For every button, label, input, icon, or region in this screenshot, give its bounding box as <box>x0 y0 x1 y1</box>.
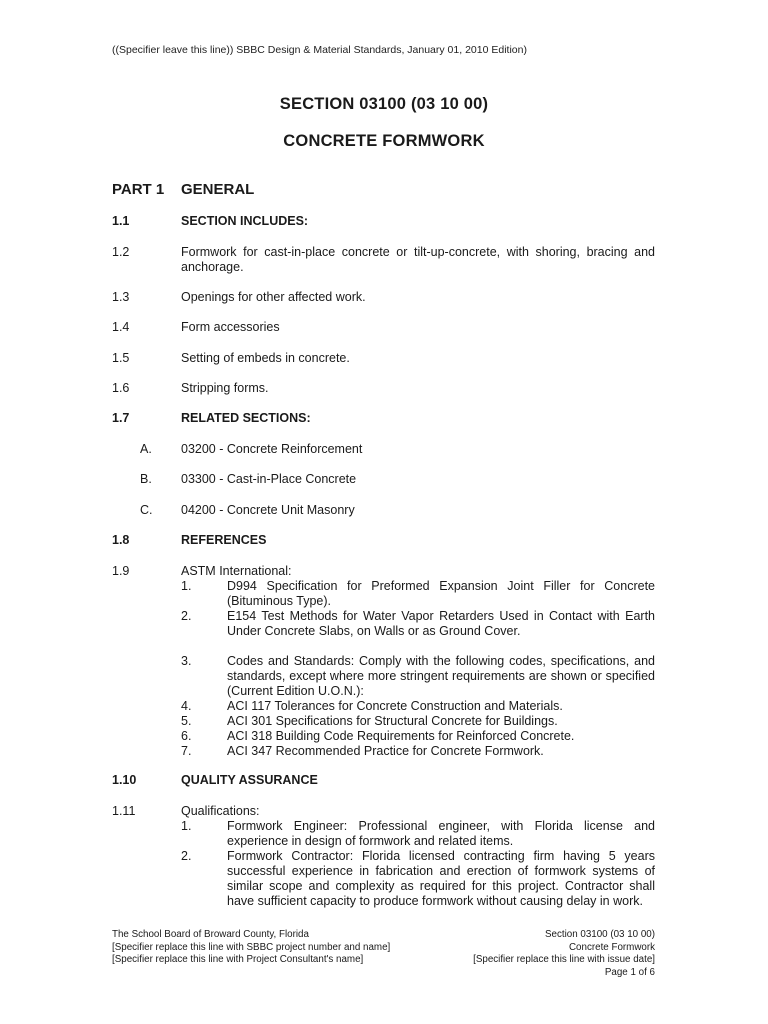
item-number: 1.8 <box>112 533 130 547</box>
header-note: ((Specifier leave this line)) SBBC Design & Material Standards, January 01, 2010 Edition) <box>112 44 527 56</box>
list-item-text: ACI 301 Specifications for Structural Concrete for Buildings. <box>227 714 558 728</box>
list-item <box>181 579 655 609</box>
footer-right <box>473 929 655 979</box>
list-item-text: E154 Test Methods for Water Vapor Retarders Used in Contact with Earth Under Concrete Slabs, on Walls or as Ground Cover. <box>227 609 655 638</box>
item-number: 1.5 <box>112 351 130 365</box>
footer-consultant-placeholder: [Specifier replace this line with Project Consultant's name] <box>112 954 364 965</box>
list-item-number: 6. <box>181 729 192 743</box>
item-number: 1.6 <box>112 381 130 395</box>
list-item <box>181 849 655 909</box>
list-item-text: ACI 347 Recommended Practice for Concrete Formwork. <box>227 744 544 758</box>
footer-project-placeholder: [Specifier replace this line with SBBC project number and name] <box>112 941 391 953</box>
part-heading <box>112 181 255 198</box>
item-number: 1.1 <box>112 214 130 228</box>
item-text: 04200 - Concrete Unit Masonry <box>181 503 355 517</box>
item-text: Form accessories <box>181 320 280 334</box>
footer-section-name: Concrete Formwork <box>568 941 655 953</box>
list-item-number: 3. <box>181 654 192 668</box>
list-item-text: ACI 117 Tolerances for Concrete Construction and Materials. <box>227 699 563 713</box>
qualifications-list <box>181 819 655 909</box>
list-item <box>181 744 655 759</box>
item-number: 1.7 <box>112 411 130 425</box>
item-text: Openings for other affected work. <box>181 290 366 304</box>
page-number: Page 1 of 6 <box>604 966 655 978</box>
item-text: Qualifications: <box>181 804 260 818</box>
item-text: RELATED SECTIONS: <box>181 411 311 425</box>
list-item <box>181 714 655 729</box>
list-item <box>181 699 655 714</box>
item-text: REFERENCES <box>181 533 267 547</box>
item-letter: C. <box>140 503 153 517</box>
list-item-text: Formwork Contractor: Florida licensed contracting firm having 5 years successful experience in fabrication and erection of formwork systems of similar scope and complexity as required for this project. Contractor shall have sufficient capacity to produce formwork without causing delay in work. <box>227 849 655 908</box>
list-item-number: 2. <box>181 849 192 863</box>
item-letter: A. <box>140 442 152 456</box>
footer-section-number: Section 03100 (03 10 00) <box>544 929 655 940</box>
list-item-number: 7. <box>181 744 192 758</box>
item-text: 03200 - Concrete Reinforcement <box>181 442 363 456</box>
item-text: Stripping forms. <box>181 381 269 395</box>
item-text: Formwork for cast-in-place concrete or tilt-up-concrete, with shoring, bracing and anchorage. <box>181 245 655 274</box>
list-item-text: D994 Specification for Preformed Expansion Joint Filler for Concrete (Bituminous Type). <box>227 579 655 608</box>
list-item <box>181 609 655 639</box>
list-item-text: Formwork Engineer: Professional engineer, with Florida license and experience in design of formwork and related items. <box>227 819 655 848</box>
item-text: SECTION INCLUDES: <box>181 214 309 228</box>
part-title: GENERAL <box>181 181 255 198</box>
list-item-number: 1. <box>181 579 192 593</box>
item-text: 03300 - Cast-in-Place Concrete <box>181 472 357 486</box>
list-item-number: 1. <box>181 819 192 833</box>
list-item-number: 4. <box>181 699 192 713</box>
list-item-text: Codes and Standards: Comply with the following codes, specifications, and standards, except where more stringent requirements are shown or specified (Current Edition U.O.N.): <box>227 654 655 698</box>
footer-school-board: The School Board of Broward County, Florida <box>112 929 309 940</box>
list-item-number: 5. <box>181 714 192 728</box>
item-text: QUALITY ASSURANCE <box>181 773 318 787</box>
item-number: 1.11 <box>112 804 136 818</box>
footer-left <box>112 929 390 967</box>
list-item-text: ACI 318 Building Code Requirements for Reinforced Concrete. <box>227 729 575 743</box>
section-title: SECTION 03100 (03 10 00) <box>279 95 489 113</box>
part-number: PART 1 <box>112 181 165 198</box>
list-item-number: 2. <box>181 609 192 623</box>
item-letter: B. <box>140 472 152 486</box>
astm-reference-list <box>181 579 655 759</box>
item-number: 1.3 <box>112 290 130 304</box>
list-item <box>181 654 655 699</box>
item-text: ASTM International: <box>181 564 292 578</box>
item-number: 1.4 <box>112 320 130 334</box>
item-number: 1.10 <box>112 773 137 787</box>
item-text: Setting of embeds in concrete. <box>181 351 350 365</box>
footer-issue-date-placeholder: [Specifier replace this line with issue date] <box>473 954 655 965</box>
section-subtitle: CONCRETE FORMWORK <box>283 132 485 150</box>
item-number: 1.9 <box>112 564 130 578</box>
item-number: 1.2 <box>112 245 130 259</box>
list-item <box>181 819 655 849</box>
list-item <box>181 729 655 744</box>
